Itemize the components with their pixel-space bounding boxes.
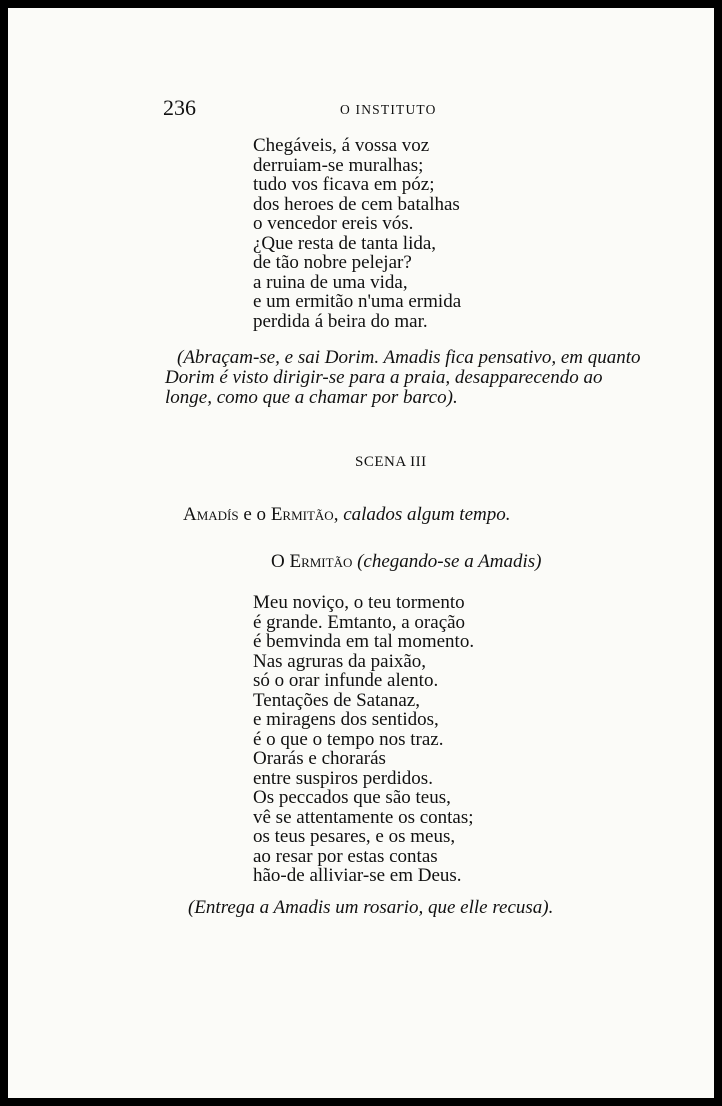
speaker-heading [271, 551, 541, 573]
character-name: Ermitão, [270, 504, 339, 525]
conjunction: e o [243, 504, 267, 525]
stage-direction-line: longe, como que a chamar por barco). [165, 386, 458, 408]
verse-line: o vencedor ereis vós. [253, 213, 414, 234]
verse-line: é bemvinda em tal momento. [253, 631, 475, 652]
verse-line: ao resar por estas contas [253, 845, 438, 867]
verse-line: os teus pesares, e os meus, [253, 826, 456, 847]
verse-line: só o orar infunde alento. [253, 670, 439, 691]
verse-line: e miragens dos sentidos, [253, 709, 439, 730]
book-page [8, 8, 714, 1098]
stage-direction-2: (Entrega a Amadis um rosario, que elle recusa). [188, 897, 554, 918]
verse-line: derruiam-se muralhas; [253, 154, 424, 176]
verse-line: a ruina de uma vida, [253, 271, 408, 293]
verse-line: hão-de alliviar-se em Deus. [253, 865, 462, 886]
character-note: calados algum tempo. [343, 504, 511, 525]
verse-line: Chegáveis, á vossa voz [253, 135, 430, 156]
verse-block-2 [253, 593, 474, 886]
verse-line: ¿Que resta de tanta lida, [253, 232, 437, 254]
verse-line: e um ermitão n'uma ermida [253, 291, 462, 312]
running-title: O INSTITUTO [340, 102, 437, 117]
verse-block-1 [253, 136, 461, 331]
stage-direction-line: (Abraçam-se, e sai Dorim. Amadis fica pensativo, em quanto [177, 347, 641, 368]
scene-characters [183, 504, 511, 526]
verse-line: é grande. Emtanto, a oração [253, 611, 466, 633]
verse-line: entre suspiros perdidos. [253, 767, 433, 789]
page-number: 236 [163, 95, 196, 120]
speaker-direction: (chegando-se a Amadis) [357, 551, 542, 572]
verse-line: Nas agruras da paixão, [253, 650, 427, 672]
verse-line: Tentações de Satanaz, [253, 689, 420, 711]
verse-line: vê se attentamente os contas; [253, 806, 474, 828]
speaker-name: O Ermitão [271, 551, 353, 572]
verse-line: tudo vos ficava em póz; [253, 174, 435, 195]
verse-line: Orarás e chorarás [253, 748, 386, 769]
character-name: Amadís [183, 504, 239, 525]
verse-line: Os peccados que são teus, [253, 787, 451, 808]
verse-line: de tão nobre pelejar? [253, 252, 412, 273]
verse-line: perdida á beira do mar. [253, 310, 428, 332]
scene-title: SCENA III [355, 454, 427, 470]
verse-line: dos heroes de cem batalhas [253, 193, 460, 215]
verse-line: é o que o tempo nos traz. [253, 728, 444, 750]
stage-direction-1 [165, 347, 641, 408]
stage-direction-line: Dorim é visto dirigir-se para a praia, desapparecendo ao [165, 366, 603, 388]
verse-line: Meu noviço, o teu tormento [253, 592, 465, 613]
